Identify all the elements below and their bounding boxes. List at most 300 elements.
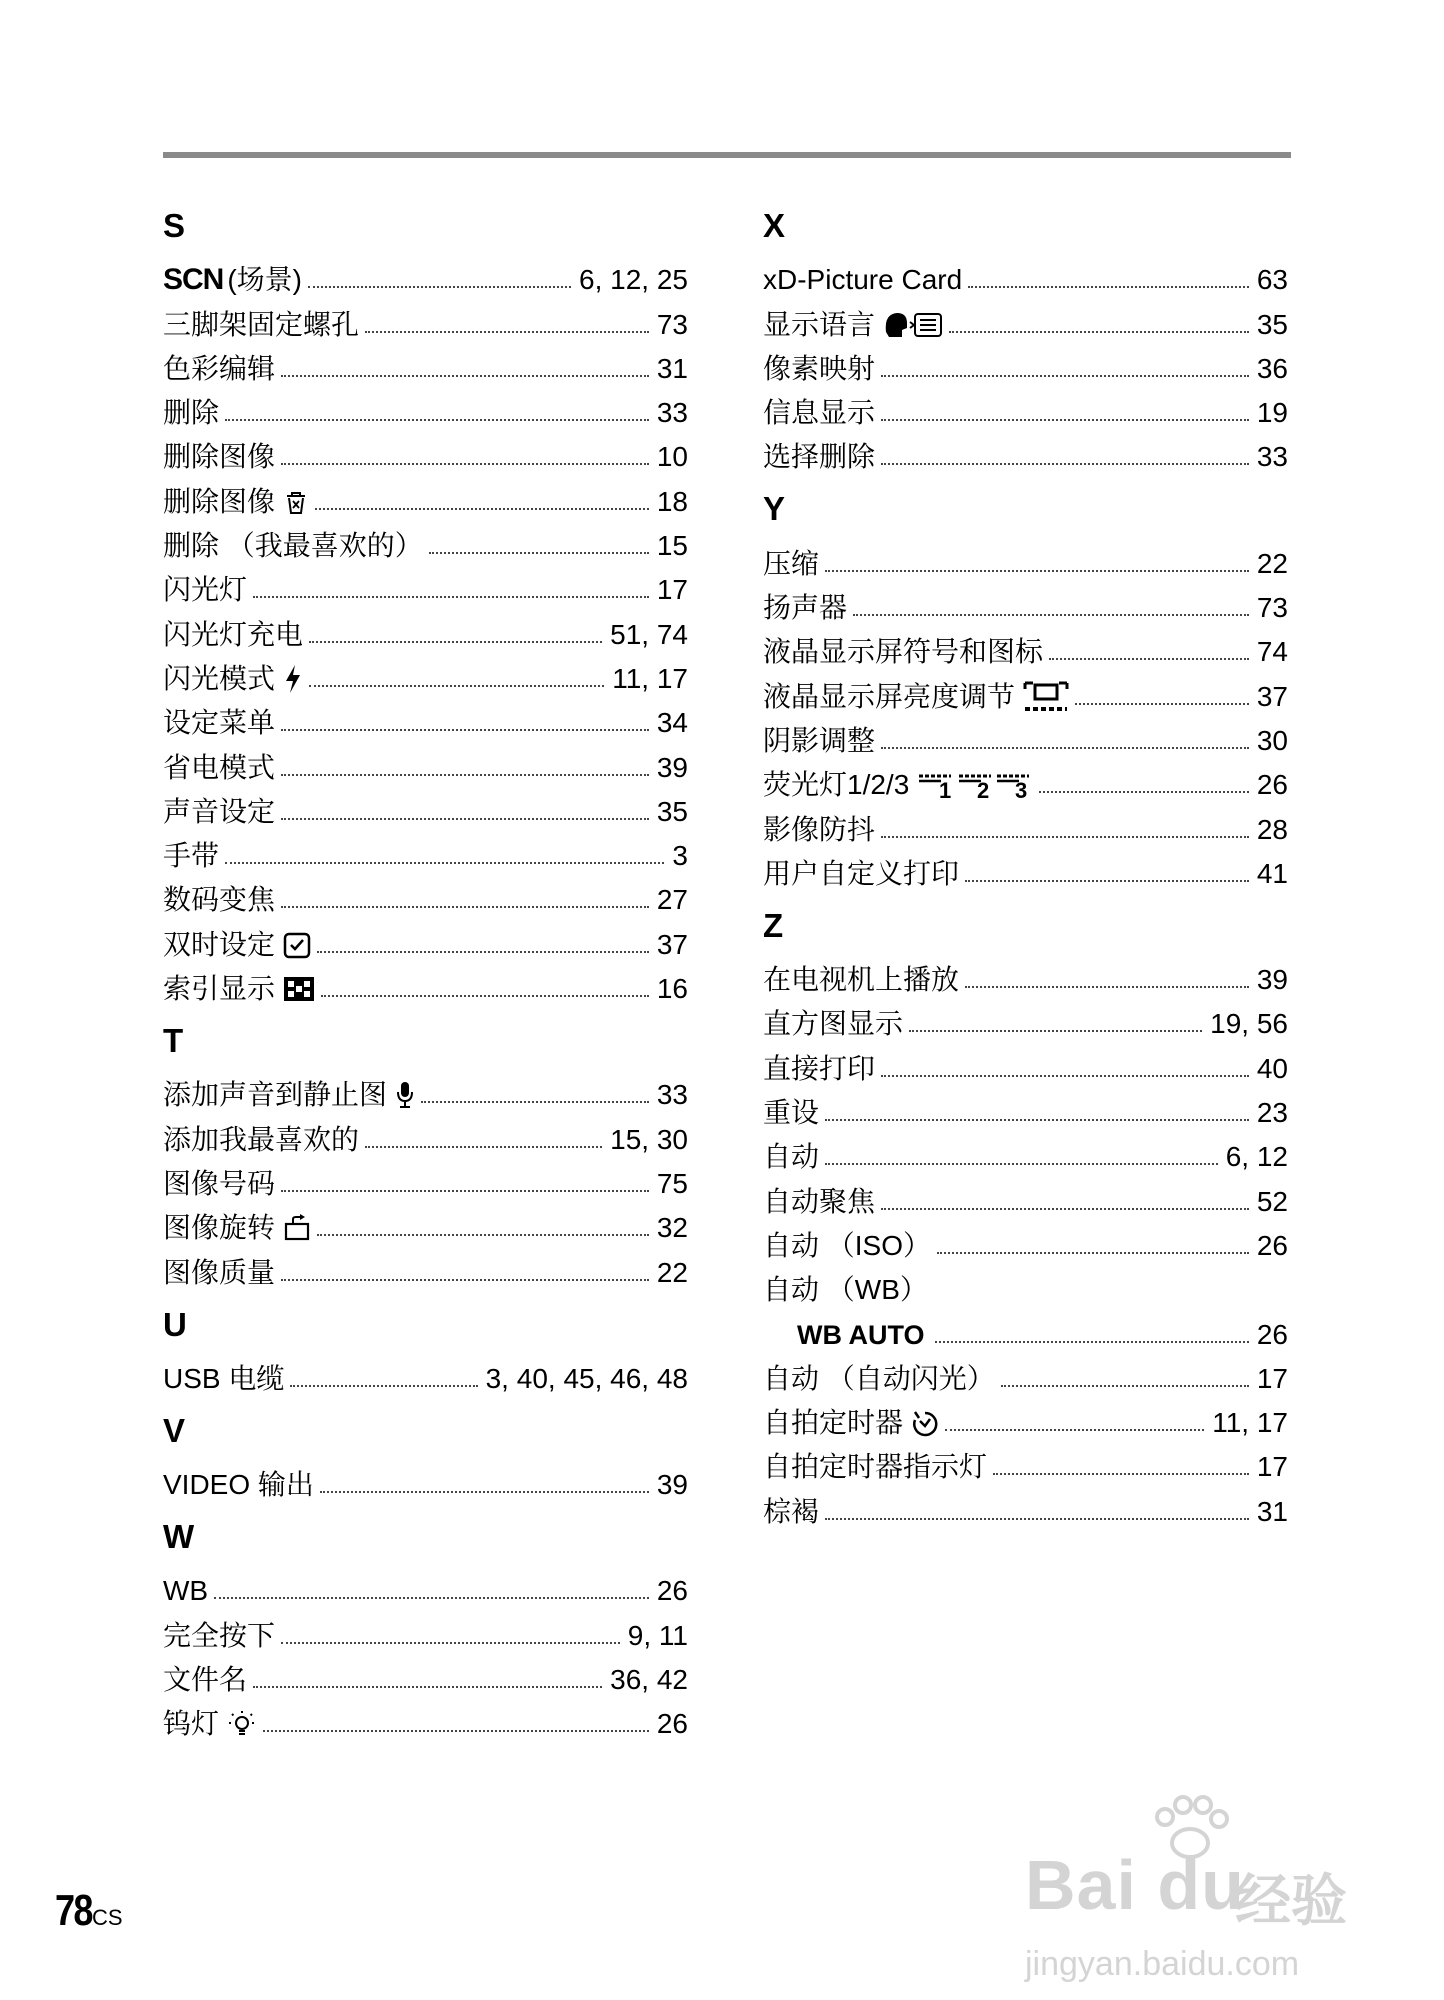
entry-pages: 27 xyxy=(656,884,688,916)
entry-pages: 33 xyxy=(656,397,688,429)
entry-term-text: 显示语言 xyxy=(763,308,876,340)
dot-leader xyxy=(281,904,649,908)
entry-term-text: 声音设定 xyxy=(163,795,276,827)
dot-leader xyxy=(881,417,1249,421)
entry-pages: 31 xyxy=(656,352,688,384)
dot-leader xyxy=(281,373,649,377)
index-entry xyxy=(163,1652,688,1696)
entry-term xyxy=(763,1407,939,1439)
entry-term xyxy=(163,1168,275,1200)
entry-pages: 15 xyxy=(656,530,688,562)
self-timer-icon xyxy=(911,1408,939,1438)
fluorescent-icon xyxy=(917,770,1033,800)
section-letter: X xyxy=(763,207,786,244)
page-number: 78 xyxy=(55,1886,92,1935)
entry-term-text: 三脚架固定螺孔 xyxy=(163,308,360,340)
entry-term xyxy=(763,1097,819,1129)
entry-term xyxy=(763,1230,931,1262)
entry-term xyxy=(163,530,423,562)
entry-pages: 26 xyxy=(656,1708,688,1740)
entry-pages: 63 xyxy=(1256,264,1288,296)
entry-pages: 17 xyxy=(1256,1451,1288,1483)
entry-pages: 73 xyxy=(656,308,688,340)
entry-term xyxy=(763,1053,875,1085)
entry-term xyxy=(163,397,219,429)
entry-pages: 19 xyxy=(1256,397,1288,429)
mode-badge: SCN xyxy=(163,263,224,297)
index-entry xyxy=(163,739,688,783)
dot-leader xyxy=(320,1489,649,1493)
watermark-brand-cn: 经验 xyxy=(1235,1869,1347,1932)
index-entry xyxy=(763,1085,1288,1129)
entry-term-text: 棕褐 xyxy=(763,1495,820,1527)
dot-leader xyxy=(1049,656,1249,660)
entry-term-text: 闪光灯 xyxy=(163,574,248,606)
entry-term xyxy=(763,309,943,341)
dot-leader xyxy=(263,1728,649,1732)
entry-term-text: 自拍定时器 xyxy=(763,1407,904,1439)
index-entry xyxy=(763,535,1288,579)
index-entry xyxy=(163,606,688,650)
dot-leader xyxy=(825,1161,1218,1165)
index-column-right xyxy=(763,208,1288,1546)
index-entry xyxy=(763,996,1288,1040)
entry-term xyxy=(163,619,303,651)
mode-badge: WB AUTO xyxy=(797,1319,925,1350)
index-entry xyxy=(763,713,1288,757)
index-entry xyxy=(763,952,1288,996)
index-entry xyxy=(163,961,688,1005)
entry-pages: 17 xyxy=(1256,1362,1288,1394)
index-entry xyxy=(763,1395,1288,1439)
index-entry xyxy=(163,828,688,872)
index-entry xyxy=(163,695,688,739)
entry-term xyxy=(763,1186,875,1218)
index-section-x xyxy=(763,208,1288,473)
section-letter: T xyxy=(163,1022,184,1060)
entry-term xyxy=(763,725,875,757)
index-section-t xyxy=(163,1023,688,1288)
entry-pages: 19, 56 xyxy=(1210,1008,1288,1040)
entry-pages: 37 xyxy=(1256,680,1288,712)
entry-pages: 11, 17 xyxy=(612,662,688,694)
entry-pages: 35 xyxy=(1256,308,1288,340)
entry-term-text: 删除图像 xyxy=(163,441,276,473)
entry-pages: 52 xyxy=(1256,1185,1288,1217)
index-entry xyxy=(163,916,688,960)
entry-term xyxy=(163,1708,257,1740)
index-entry xyxy=(763,668,1288,712)
entry-term-text: 添加我最喜欢的 xyxy=(163,1123,360,1155)
entry-term-text: 自动 xyxy=(763,1141,820,1173)
index-entry xyxy=(763,252,1288,296)
entry-term xyxy=(763,1274,928,1306)
index-entry xyxy=(763,385,1288,429)
entry-term xyxy=(763,353,875,385)
entry-term-text: VIDEO 输出 xyxy=(163,1469,314,1501)
index-entry xyxy=(763,1306,1288,1350)
entry-term-text: 双时设定 xyxy=(163,928,276,960)
index-entry xyxy=(163,385,688,429)
section-letter: V xyxy=(163,1411,186,1449)
dot-leader xyxy=(949,329,1249,333)
dot-leader xyxy=(965,878,1249,882)
entry-term-text: 图像号码 xyxy=(163,1167,276,1199)
flash-icon xyxy=(283,664,303,694)
entry-pages: 28 xyxy=(1256,813,1288,845)
entry-term-text: 自动 （自动闪光） xyxy=(763,1362,995,1394)
entry-pages: 18 xyxy=(656,485,688,517)
entry-term xyxy=(763,1319,929,1351)
dot-leader xyxy=(825,1516,1249,1520)
index-entry xyxy=(163,1563,688,1607)
entry-term-text: 重设 xyxy=(763,1097,820,1129)
entry-term xyxy=(763,548,819,580)
entry-term-text: (场景) xyxy=(227,264,302,296)
entry-term-text: 省电模式 xyxy=(163,751,276,783)
entry-term-text: xD-Picture Card xyxy=(763,264,963,296)
entry-term-text: 设定菜单 xyxy=(163,707,276,739)
index-section-s xyxy=(163,208,688,1005)
index-section-z xyxy=(763,908,1288,1528)
dot-leader xyxy=(214,1595,649,1599)
entry-term-text: 荧光灯1/2/3 xyxy=(763,769,910,801)
dot-leader xyxy=(309,639,602,643)
index-entry xyxy=(163,252,688,296)
index-column-left xyxy=(163,208,688,1758)
entry-term xyxy=(763,264,962,296)
entry-term-text: USB 电缆 xyxy=(163,1362,285,1394)
entry-term xyxy=(163,441,275,473)
entry-term-text: 数码变焦 xyxy=(163,884,276,916)
section-letter: U xyxy=(163,1305,187,1343)
entry-term xyxy=(163,929,311,961)
entry-term-text: 色彩编辑 xyxy=(163,352,276,384)
entry-term xyxy=(163,1079,415,1111)
entry-term xyxy=(163,1575,208,1607)
dot-leader xyxy=(308,284,571,288)
index-entry xyxy=(163,651,688,695)
entry-term-text: 液晶显示屏亮度调节 xyxy=(763,680,1016,712)
entry-pages: 74 xyxy=(1256,636,1288,668)
dot-leader xyxy=(881,1206,1249,1210)
index-entry xyxy=(163,518,688,562)
index-entry xyxy=(163,1200,688,1244)
dot-leader xyxy=(1001,1383,1249,1387)
index-entry xyxy=(763,341,1288,385)
index-entry xyxy=(763,429,1288,473)
index-entry xyxy=(163,473,688,517)
entry-term xyxy=(763,441,875,473)
dot-leader xyxy=(429,550,649,554)
index-entry xyxy=(763,624,1288,668)
index-entry xyxy=(163,1607,688,1651)
entry-term xyxy=(763,681,1069,713)
index-entry xyxy=(163,562,688,606)
page-footer xyxy=(55,1886,123,1936)
entry-pages: 30 xyxy=(1256,724,1288,756)
dot-leader xyxy=(281,727,649,731)
entry-pages: 22 xyxy=(656,1256,688,1288)
dot-leader xyxy=(365,329,649,333)
index-entry xyxy=(763,846,1288,890)
dot-leader xyxy=(281,772,649,776)
svg-text:2: 2 xyxy=(977,778,990,801)
dot-leader xyxy=(317,1232,649,1236)
dot-leader xyxy=(825,1117,1249,1121)
index-entry xyxy=(163,1351,688,1395)
svg-text:3: 3 xyxy=(1015,778,1028,801)
entry-pages: 75 xyxy=(656,1167,688,1199)
index-entry xyxy=(163,1696,688,1740)
dot-leader xyxy=(290,1383,477,1387)
entry-term-text: 影像防抖 xyxy=(763,813,876,845)
entry-term xyxy=(763,964,959,996)
index-grid-icon xyxy=(283,976,315,1002)
dot-leader xyxy=(881,373,1249,377)
entry-pages: 51, 74 xyxy=(610,618,688,650)
entry-term xyxy=(763,814,875,846)
dot-leader xyxy=(881,1073,1249,1077)
entry-term xyxy=(763,858,959,890)
entry-pages: 41 xyxy=(1256,857,1288,889)
dot-leader xyxy=(225,860,664,864)
entry-term-text: 液晶显示屏符号和图标 xyxy=(763,636,1044,668)
entry-term xyxy=(163,840,219,872)
dot-leader xyxy=(881,834,1249,838)
watermark-brand: Bai du xyxy=(1025,1846,1245,1924)
entry-pages: 6, 12, 25 xyxy=(579,264,688,296)
index-section-y xyxy=(763,491,1288,889)
entry-term-text: 图像旋转 xyxy=(163,1212,276,1244)
index-entry xyxy=(163,1156,688,1200)
entry-pages: 3 xyxy=(672,840,688,872)
dot-leader xyxy=(253,594,649,598)
entry-term xyxy=(163,1469,314,1501)
entry-pages: 22 xyxy=(1256,547,1288,579)
language-icon xyxy=(883,310,943,340)
index-entry xyxy=(763,1040,1288,1084)
entry-term-text: 扬声器 xyxy=(763,592,848,624)
entry-term xyxy=(163,1257,275,1289)
entry-term xyxy=(763,1451,987,1483)
language-code: CS xyxy=(91,1905,123,1930)
entry-pages: 33 xyxy=(656,1079,688,1111)
index-entry xyxy=(763,296,1288,340)
entry-pages: 26 xyxy=(1256,1229,1288,1261)
entry-term-text: 自拍定时器指示灯 xyxy=(763,1451,988,1483)
entry-term-text: 自动 （ISO） xyxy=(763,1229,932,1261)
entry-pages: 26 xyxy=(656,1575,688,1607)
clock-icon xyxy=(283,931,311,959)
dot-leader xyxy=(965,984,1249,988)
entry-pages: 40 xyxy=(1256,1052,1288,1084)
entry-term xyxy=(163,353,275,385)
entry-pages: 36 xyxy=(1256,352,1288,384)
entry-term xyxy=(763,397,875,429)
entry-term-text: 自动 （WB） xyxy=(763,1274,928,1306)
dot-leader xyxy=(315,506,649,510)
entry-pages: 10 xyxy=(656,441,688,473)
index-section-u xyxy=(163,1307,688,1395)
index-section-w xyxy=(163,1519,688,1740)
dot-leader xyxy=(421,1099,649,1103)
entry-term xyxy=(163,796,275,828)
dot-leader xyxy=(945,1427,1204,1431)
section-letter: S xyxy=(163,207,186,244)
dot-leader xyxy=(281,1640,620,1644)
dot-leader xyxy=(281,1277,649,1281)
section-letter: W xyxy=(163,1518,195,1556)
entry-term xyxy=(763,1496,819,1528)
dot-leader xyxy=(317,949,649,953)
entry-term xyxy=(163,1620,275,1652)
dot-leader xyxy=(881,461,1249,465)
index-entry xyxy=(163,1457,688,1501)
entry-pages: 9, 11 xyxy=(627,1619,688,1651)
entry-term-text: 自动聚焦 xyxy=(763,1185,876,1217)
index-entry xyxy=(163,784,688,828)
entry-term xyxy=(163,707,275,739)
dot-leader xyxy=(993,1471,1249,1475)
dot-leader xyxy=(881,745,1249,749)
entry-term-text: 添加声音到静止图 xyxy=(163,1079,388,1111)
entry-term-text: 手带 xyxy=(163,840,220,872)
dot-leader xyxy=(281,1188,649,1192)
entry-term xyxy=(163,752,275,784)
index-entry xyxy=(763,757,1288,801)
entry-pages: 15, 30 xyxy=(610,1123,688,1155)
trash-icon xyxy=(283,488,309,516)
entry-term xyxy=(163,574,247,606)
entry-pages: 6, 12 xyxy=(1225,1141,1288,1173)
entry-pages: 11, 17 xyxy=(1212,1407,1288,1439)
entry-term-text: 完全按下 xyxy=(163,1619,276,1651)
entry-pages: 23 xyxy=(1256,1097,1288,1129)
index-entry xyxy=(763,1439,1288,1483)
dot-leader xyxy=(225,417,649,421)
dot-leader xyxy=(309,683,604,687)
entry-term-text: 用户自定义打印 xyxy=(763,857,960,889)
entry-pages: 33 xyxy=(1256,441,1288,473)
entry-term-text: 删除 xyxy=(163,397,220,429)
index-entry xyxy=(163,1067,688,1111)
entry-pages: 26 xyxy=(1256,769,1288,801)
entry-term-text: 删除图像 xyxy=(163,485,276,517)
entry-term-text: 选择删除 xyxy=(763,441,876,473)
dot-leader xyxy=(365,1144,602,1148)
entry-pages: 3, 40, 45, 46, 48 xyxy=(485,1362,688,1394)
entry-pages: 36, 42 xyxy=(610,1664,688,1696)
index-entry xyxy=(763,1262,1288,1306)
index-entry xyxy=(763,1173,1288,1217)
index-entry xyxy=(763,1218,1288,1262)
dot-leader xyxy=(968,284,1249,288)
svg-text:1: 1 xyxy=(939,778,952,801)
entry-term-text: 在电视机上播放 xyxy=(763,964,960,996)
lcd-brightness-icon xyxy=(1023,681,1069,713)
section-letter: Z xyxy=(763,906,784,944)
dot-leader xyxy=(909,1028,1202,1032)
entry-term-text: 文件名 xyxy=(163,1664,248,1696)
entry-term xyxy=(163,1664,247,1696)
entry-pages: 16 xyxy=(656,973,688,1005)
index-entry xyxy=(163,429,688,473)
entry-term xyxy=(763,1141,819,1173)
section-letter: Y xyxy=(763,490,786,528)
entry-pages: 73 xyxy=(1256,592,1288,624)
entry-pages: 31 xyxy=(1256,1495,1288,1527)
dot-leader xyxy=(281,461,649,465)
entry-term-text: 闪光模式 xyxy=(163,662,276,694)
dot-leader xyxy=(253,1684,602,1688)
entry-term-text: 删除 （我最喜欢的） xyxy=(163,530,423,562)
index-section-v xyxy=(163,1413,688,1501)
entry-term xyxy=(763,592,847,624)
entry-term xyxy=(163,264,302,296)
entry-term-text: 图像质量 xyxy=(163,1256,276,1288)
watermark-url: jingyan.baidu.com xyxy=(1025,1945,1300,1983)
entry-term-text: 直方图显示 xyxy=(763,1008,904,1040)
entry-term-text: 像素映射 xyxy=(763,352,876,384)
entry-term xyxy=(763,769,1033,801)
dot-leader xyxy=(937,1250,1249,1254)
index-entry xyxy=(763,1129,1288,1173)
index-entry xyxy=(163,341,688,385)
entry-term-text: 索引显示 xyxy=(163,973,276,1005)
watermark xyxy=(1025,1795,1375,1995)
entry-term xyxy=(763,1008,903,1040)
entry-pages: 39 xyxy=(1256,964,1288,996)
entry-pages: 37 xyxy=(656,928,688,960)
index-entry xyxy=(163,296,688,340)
entry-pages: 35 xyxy=(656,795,688,827)
entry-term xyxy=(163,309,359,341)
entry-pages: 34 xyxy=(656,707,688,739)
entry-term xyxy=(163,663,303,695)
dot-leader xyxy=(1039,789,1249,793)
tungsten-icon xyxy=(227,1709,257,1739)
index-entry xyxy=(763,1483,1288,1527)
entry-term-text: 钨灯 xyxy=(163,1708,220,1740)
entry-term-text: 压缩 xyxy=(763,547,820,579)
dot-leader xyxy=(1075,701,1249,705)
entry-pages: 39 xyxy=(656,1469,688,1501)
entry-term xyxy=(763,636,1043,668)
entry-term-text: 信息显示 xyxy=(763,397,876,429)
index-entry xyxy=(763,1351,1288,1395)
index-entry xyxy=(763,580,1288,624)
top-rule xyxy=(163,152,1291,158)
entry-term-text: 直接打印 xyxy=(763,1052,876,1084)
entry-term xyxy=(763,1363,995,1395)
index-entry xyxy=(163,872,688,916)
entry-term-text: WB xyxy=(163,1575,209,1607)
entry-term-text: 阴影调整 xyxy=(763,724,876,756)
microphone-icon xyxy=(395,1080,415,1110)
entry-term xyxy=(163,1363,284,1395)
entry-term xyxy=(163,973,315,1005)
dot-leader xyxy=(321,993,649,997)
rotate-icon xyxy=(283,1214,311,1242)
entry-pages: 39 xyxy=(656,751,688,783)
index-entry xyxy=(763,801,1288,845)
entry-term xyxy=(163,1124,359,1156)
entry-term xyxy=(163,884,275,916)
entry-term xyxy=(163,486,309,518)
dot-leader xyxy=(825,568,1249,572)
index-entry xyxy=(163,1111,688,1155)
